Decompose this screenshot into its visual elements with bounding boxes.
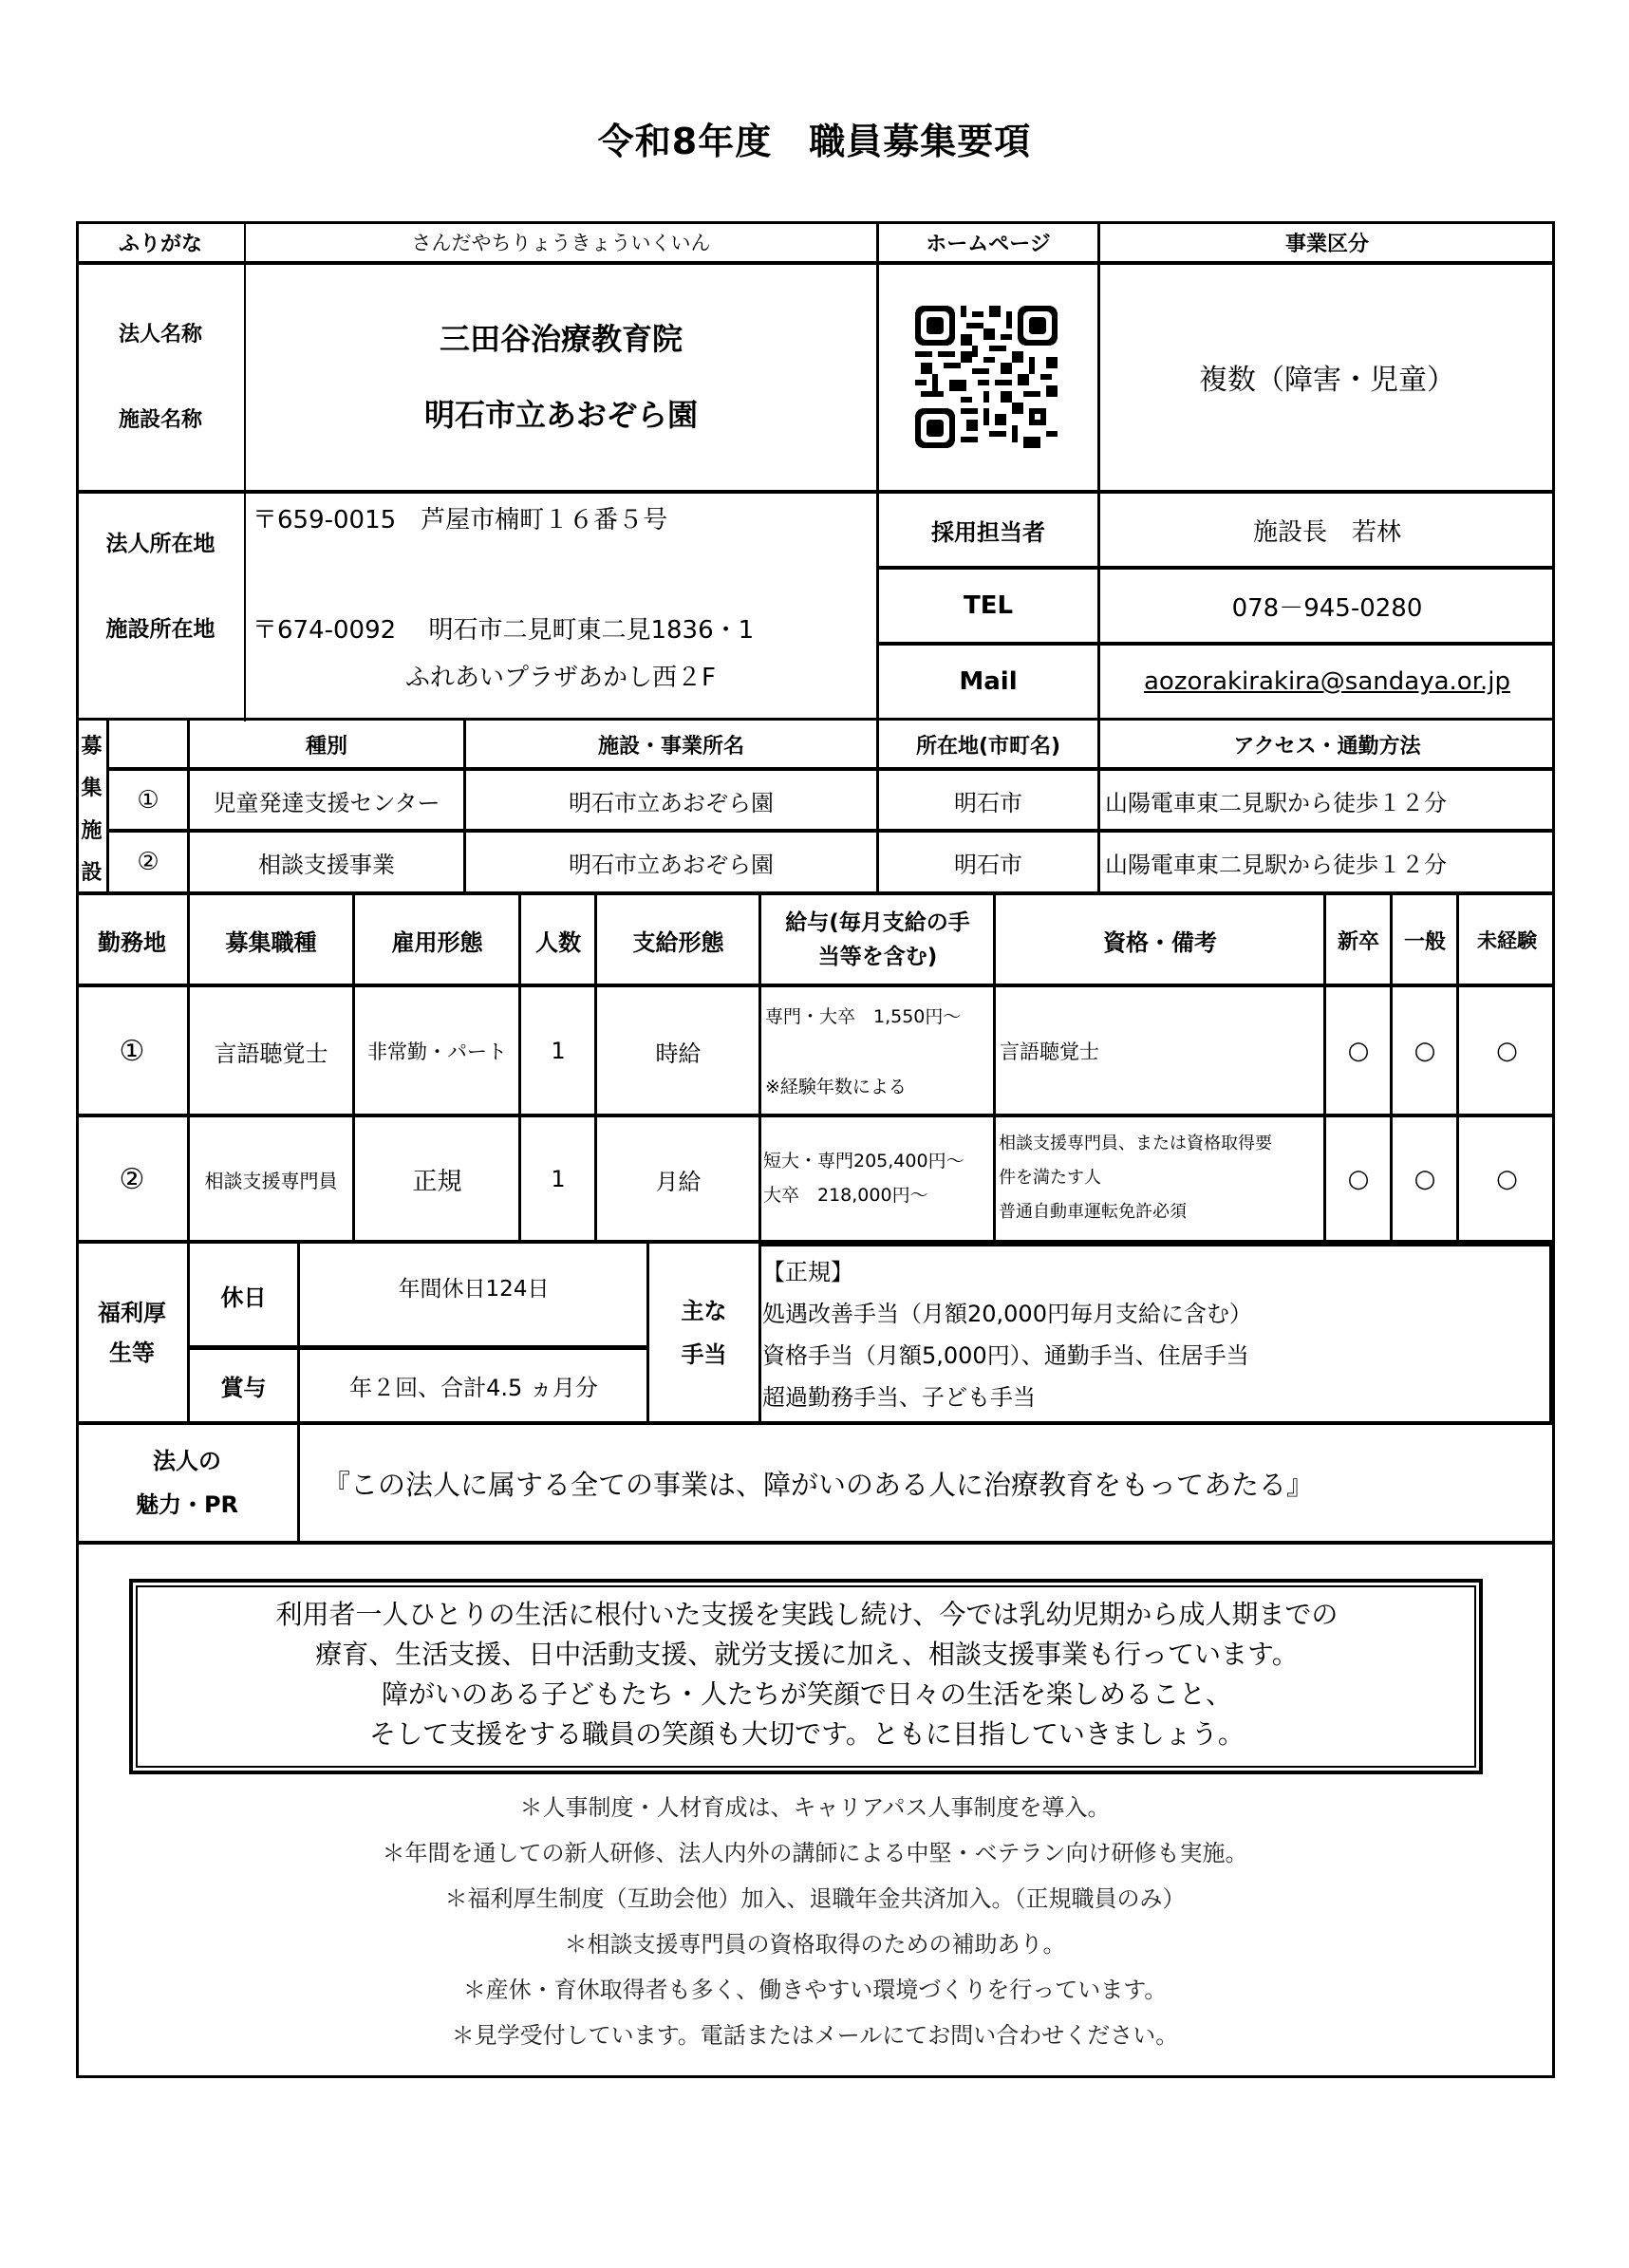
- furigana-label: ふりがな: [118, 232, 202, 256]
- allowance-label-line1: 主な: [681, 1298, 727, 1324]
- job-type: 相談支援専門員: [204, 1169, 338, 1192]
- job-inexperienced-mark: ○: [1496, 1037, 1518, 1065]
- facility-name: 明石市立あおぞら園: [423, 397, 698, 433]
- message-text: [142, 1595, 1471, 1754]
- facilities-section-label: [76, 723, 107, 892]
- job-employment: 非常勤・パート: [367, 1040, 507, 1063]
- welfare-label-line2: 生等: [109, 1340, 155, 1366]
- welfare-label: [76, 1244, 188, 1422]
- homepage-qr-code[interactable]: [915, 306, 1058, 448]
- tel-label: TEL: [963, 591, 1014, 620]
- business-category-label: 事業区分: [1284, 232, 1369, 256]
- facility-type: 児童発達支援センター: [213, 789, 440, 816]
- message-line: 療育、生活支援、日中活動支援、就労支援に加え、相談支援事業も行っています。: [315, 1639, 1299, 1670]
- job-salary-line2: ※経験年数による: [765, 1077, 907, 1097]
- recruiter-value: 施設長 若林: [1252, 517, 1401, 547]
- job-workplace: ②: [119, 1162, 145, 1196]
- facility-name: 明石市立あおぞら園: [569, 851, 774, 878]
- jobs-header-salary-line2: 当等を含む): [817, 945, 938, 969]
- facilities-header-access: アクセス・通勤方法: [1233, 734, 1421, 759]
- job-type: 言語聴覚士: [214, 1040, 328, 1067]
- job-qualification-line3: 普通自動車運転免許必須: [999, 1202, 1187, 1222]
- facilities-label-char: 設: [81, 861, 103, 886]
- job-inexperienced-mark: ○: [1496, 1165, 1518, 1193]
- qr-code-icon: [915, 306, 1058, 448]
- facilities-label-char: 募: [81, 734, 103, 759]
- message-line: そして支援をする職員の笑顔も大切です。ともに目指していきましょう。: [369, 1718, 1245, 1750]
- note-item: ＊福利厚生制度（互助会他）加入、退職年金共済加入。（正規職員のみ）: [444, 1885, 1186, 1912]
- facility-row-number: ①: [137, 786, 159, 815]
- pr-motto: 『この法人に属する全ての事業は、障がいのある人に治療教育をもってあたる』: [323, 1468, 1315, 1501]
- notes-list: [76, 1785, 1554, 2058]
- jobs-header-workplace: 勤務地: [98, 928, 166, 956]
- job-salary-line1: 専門・大卒 1,550円～: [765, 1006, 962, 1027]
- allowance-item: 資格手当（月額5,000円）、通勤手当、住居手当: [762, 1342, 1249, 1369]
- holiday-value: 年間休日124日: [398, 1276, 550, 1302]
- holiday-label: 休日: [220, 1284, 267, 1311]
- job-qualification: 言語聴覚士: [1000, 1040, 1099, 1063]
- jobs-header-employment: 雇用形態: [391, 928, 483, 956]
- facility-city: 明石市: [954, 789, 1022, 816]
- job-pay-type: 月給: [655, 1168, 702, 1195]
- facility-type: 相談支援事業: [258, 851, 395, 878]
- jobs-header-count: 人数: [535, 928, 581, 956]
- bonus-label: 賞与: [220, 1375, 267, 1401]
- facility-address-label: 施設所在地: [105, 616, 215, 642]
- furigana-value: さんだやちりょうきょういくいん: [411, 232, 711, 254]
- facilities-header-name: 施設・事業所名: [597, 734, 744, 759]
- note-item: ＊相談支援専門員の資格取得のための補助あり。: [564, 1931, 1066, 1958]
- job-employment: 正規: [412, 1167, 462, 1196]
- note-item: ＊年間を通しての新人研修、法人内外の講師による中堅・ベテラン向け研修も実施。: [382, 1840, 1248, 1866]
- job-workplace: ①: [119, 1034, 145, 1068]
- jobs-header-pay-type: 支給形態: [632, 928, 724, 956]
- job-salary-line2: 大卒 218,000円～: [763, 1185, 928, 1206]
- facility-row-number: ②: [137, 848, 159, 876]
- jobs-header-salary-line1: 給与(毎月支給の手: [785, 910, 970, 935]
- pr-label-line1: 法人の: [153, 1448, 221, 1474]
- tel-value[interactable]: 078－945-0280: [1231, 593, 1423, 623]
- jobs-header-salary: [761, 895, 994, 984]
- jobs-header-inexperienced: 未経験: [1477, 929, 1537, 952]
- jobs-header-job-type: 募集職種: [225, 928, 317, 956]
- allowance-item: 超過勤務手当、子ども手当: [762, 1384, 1036, 1411]
- facilities-header-city: 所在地(市町名): [915, 734, 1061, 759]
- mail-link[interactable]: aozorakirakira@sandaya.or.jp: [1143, 667, 1510, 696]
- message-line: 障がいのある子どもたち・人たちが笑顔で日々の生活を楽しめること、: [381, 1678, 1232, 1710]
- facility-address-line1: 〒674-0092 明石市二見町東二見1836・1: [253, 615, 755, 645]
- job-general-mark: ○: [1414, 1165, 1436, 1193]
- facility-name-label: 施設名称: [118, 407, 202, 432]
- allowance-label: [648, 1244, 759, 1422]
- job-qualification-line2: 件を満たす人: [999, 1168, 1101, 1188]
- facilities-label-char: 施: [81, 818, 103, 843]
- facility-city: 明石市: [954, 851, 1022, 878]
- corp-address-label: 法人所在地: [105, 531, 215, 556]
- job-new-grad-mark: ○: [1347, 1165, 1370, 1193]
- facilities-header-type: 種別: [305, 734, 347, 759]
- job-pay-type: 時給: [655, 1040, 702, 1067]
- job-salary-line1: 短大・専門205,400円～: [763, 1151, 964, 1171]
- allowance-label-line2: 手当: [681, 1341, 727, 1368]
- jobs-header-general: 一般: [1403, 929, 1446, 954]
- job-count: 1: [551, 1166, 566, 1192]
- facility-access: 山陽電車東二見駅から徒歩１２分: [1105, 789, 1447, 816]
- note-item: ＊産休・育休取得者も多く、働きやすい環境づくりを行っています。: [462, 1977, 1168, 2003]
- allowance-item: 処遇改善手当（月額20,000円毎月支給に含む）: [762, 1301, 1252, 1327]
- business-category-value: 複数（障害・児童）: [1199, 364, 1455, 397]
- corp-name-label: 法人名称: [118, 322, 202, 347]
- facility-name: 明石市立あおぞら園: [569, 789, 774, 816]
- welfare-label-line1: 福利厚: [98, 1300, 166, 1326]
- facilities-label-char: 集: [81, 777, 103, 801]
- message-line: 利用者一人ひとりの生活に根付いた支援を実践し続け、今では乳幼児期から成人期までの: [275, 1599, 1339, 1630]
- job-general-mark: ○: [1414, 1037, 1436, 1065]
- jobs-header-qualifications: 資格・備考: [1103, 928, 1217, 956]
- allowance-item: 【正規】: [762, 1259, 853, 1285]
- note-item: ＊人事制度・人材育成は、キャリアパス人事制度を導入。: [519, 1794, 1111, 1821]
- mail-label: Mail: [959, 667, 1018, 696]
- job-new-grad-mark: ○: [1347, 1037, 1370, 1065]
- divider: [1549, 1242, 1555, 1424]
- pr-label: [76, 1424, 298, 1542]
- facility-address-line2: ふれあいプラザあかし西２F: [405, 663, 716, 692]
- corp-name: 三田谷治療教育院: [439, 321, 683, 357]
- corp-address: 〒659-0015 芦屋市楠町１６番５号: [253, 505, 668, 534]
- note-item: ＊見学受付しています。電話またはメールにてお問い合わせください。: [451, 2022, 1179, 2049]
- job-qualification-line1: 相談支援専門員、または資格取得要: [999, 1134, 1272, 1153]
- page-title: 令和8年度 職員募集要項: [597, 121, 1032, 162]
- job-count: 1: [551, 1038, 566, 1064]
- bonus-value: 年２回、合計4.5 ヵ月分: [349, 1375, 598, 1401]
- pr-label-line2: 魅力・PR: [135, 1491, 239, 1518]
- allowance-list: [762, 1251, 1541, 1418]
- divider: [759, 1242, 1555, 1246]
- jobs-header-new-grad: 新卒: [1337, 929, 1379, 954]
- facility-access: 山陽電車東二見駅から徒歩１２分: [1105, 851, 1447, 878]
- homepage-label: ホームページ: [926, 232, 1051, 256]
- recruiter-label: 採用担当者: [931, 518, 1045, 546]
